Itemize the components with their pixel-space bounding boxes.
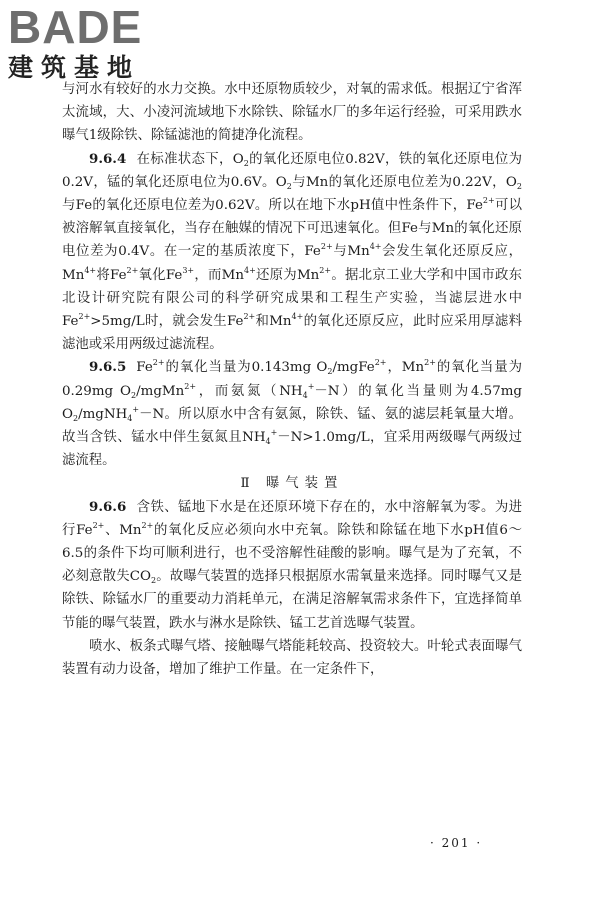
superscript: 2+ — [78, 312, 91, 322]
superscript: + — [270, 428, 278, 438]
superscript: 2+ — [126, 265, 139, 275]
text-run: /mgNH — [78, 406, 128, 422]
text-run: ，而Mn — [194, 267, 244, 283]
text-run: 。据北京工业大学和中国市政东北设计研究院有限公司的科学研究成果和工程生产实验，当滤层进水中Fe — [62, 267, 523, 330]
text-run: －N）的氧化当量则为4.57mg O — [62, 383, 522, 422]
section-9-6-5 — [62, 356, 522, 472]
section-number: 9.6.4 — [89, 150, 127, 167]
subscript: 2 — [151, 576, 157, 586]
superscript: 2+ — [319, 265, 332, 275]
superscript: 2+ — [320, 242, 333, 252]
text-run: 含铁、锰地下水是在还原环境下存在的，水中溶解氧为零。为进行Fe — [62, 499, 522, 538]
subscript: 4 — [127, 413, 133, 423]
page-number: · 201 · — [430, 836, 483, 850]
section-number: 9.6.5 — [89, 359, 127, 376]
superscript: 4+ — [291, 312, 304, 322]
superscript: 4+ — [369, 242, 382, 252]
text-run: 的氧化还原反应，此时应采用厚滤料滤池或采用两级过滤流程。 — [62, 314, 522, 353]
logo-wordmark: BADE — [8, 1, 143, 53]
text-run: －N>1.0mg/L，宜采用两级曝气两级过滤流程。 — [62, 430, 522, 469]
text-run: /mgFe — [332, 360, 375, 376]
text-run: 可以被溶解氧直接氧化，当存在触媒的情况下可迅速氧化。但Fe与Mn的氧化还原电位差为0.4V。在一定的基质浓度下，Fe — [62, 198, 523, 260]
text-run: 与Fe的氧化还原电位差为0.62V。所以在地下水pH值中性条件下，Fe — [62, 198, 483, 214]
superscript: 2+ — [141, 520, 154, 530]
section-9-6-4 — [62, 148, 522, 357]
text-run: 在标准状态下，O — [136, 151, 244, 167]
text-run: 的氧化当量为0.29mg O — [62, 360, 523, 399]
section-title: Ⅱ 曝气装置 — [240, 476, 344, 492]
text-run: ，Mn — [386, 360, 425, 376]
subscript: 2 — [516, 181, 522, 191]
text-run: 。故曝气装置的选择只根据原水需氧量来选择。同时曝气又是除铁、除锰水厂的重要动力消耗单元，在满足溶解氧需求条件下，宜选择简单节能的曝气装置，跌水与淋水是除铁、锰工艺首选曝气装置。 — [62, 569, 523, 631]
text-run: 还原为Mn — [255, 267, 320, 283]
paragraph-intro: 与河水有较好的水力交换。水中还原物质较少，对氧的需求低。根据辽宁省浑太流域，大、小凌河流域地下水除铁、除锰水厂的多年运行经验，可采用跌水曝气1级除铁、除锰滤池的简捷净化流程。 — [62, 82, 522, 144]
subscript: 2 — [327, 367, 333, 377]
paragraph-aeration-devices: 喷水、板条式曝气塔、接触曝气塔能耗较高、投资较大。叶轮式表面曝气装置有动力设备，增加了维护工作量。在一定条件下， — [62, 638, 522, 678]
superscript: 2+ — [424, 358, 436, 368]
section-9-6-6 — [62, 496, 522, 635]
document-body — [62, 78, 522, 681]
superscript: 4+ — [243, 265, 256, 275]
text-run: >5mg/L时，就会发生Fe — [90, 314, 244, 330]
text-run: 的氧化还原电位0.82V，铁的氧化还原电位为0.2V，锰的氧化还原电位为0.6V。O — [62, 151, 523, 190]
text-run: 与Mn的氧化还原电位差为0.22V，O — [291, 174, 517, 190]
text-run: ，而氨氮（NH — [196, 383, 303, 399]
text-run: /mgMn — [136, 383, 185, 399]
superscript: + — [132, 404, 140, 414]
text-run: －N。所以原水中含有氨氮，除铁、锰、氨的滤层耗氧量大增。故当含铁、锰水中伴生氨氮且NH — [62, 406, 522, 446]
subscript: 2 — [72, 413, 79, 423]
text-run: 的氧化当量为0.143mg O — [164, 360, 328, 376]
subscript: 4 — [302, 390, 308, 400]
text-run: 、Mn — [104, 522, 142, 538]
superscript: 2+ — [243, 312, 256, 322]
superscript: 2+ — [152, 358, 165, 368]
section-number: 9.6.6 — [89, 498, 127, 515]
text-run: 将Fe — [96, 267, 127, 283]
superscript: 2+ — [374, 358, 387, 368]
text-run: Fe — [136, 360, 153, 376]
subscript: 2 — [243, 158, 249, 168]
text-run: 的氧化反应必须向水中充氧。除铁和除锰在地下水pH值6～6.5的条件下均可顺利进行，也不受溶解性硅酸的影响。曝气是为了充氧，不必刻意散失CO — [62, 522, 522, 585]
superscript: 4+ — [84, 265, 97, 275]
text-run: 与Mn — [332, 244, 370, 260]
superscript: 2+ — [92, 520, 105, 530]
superscript: + — [307, 381, 315, 391]
text-run: 会发生氧化还原反应，Mn — [62, 244, 522, 283]
superscript: 2+ — [482, 196, 495, 206]
text-run: 氧化Fe — [138, 267, 183, 283]
superscript: 2+ — [184, 381, 197, 391]
logo-subtitle: 建筑基地 — [8, 53, 141, 82]
subscript: 2 — [131, 390, 137, 400]
subscript: 2 — [286, 181, 292, 191]
text-run: 和Mn — [255, 314, 292, 330]
subscript: 4 — [265, 437, 271, 447]
superscript: 3+ — [182, 265, 195, 275]
